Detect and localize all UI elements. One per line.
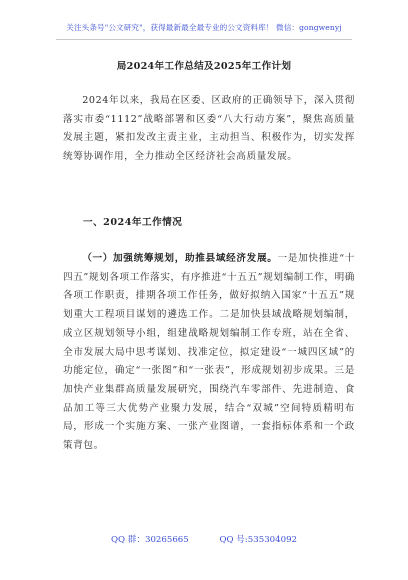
section-heading-1: 一、2024年工作情况 [83,217,183,228]
header-divider [56,39,352,40]
footer-qq-number: QQ 号:535304092 [219,535,298,545]
paragraph-lead: （一）加强统筹规划，助推县域经济发展。 [82,253,278,264]
paragraph-body: 一是加快推进“十四五”规划各项工作落实，有序推进“十五五”规划编制工作，明确各项工作职责，排期各项工作任务，做好拟纳入国家“十五五”规划重大工程项目谋划的遴选工作。二是加快县域战略规划编制，成立区规划领导小组，组建战略规划编制工作专班，站在全省、全市发展大局中思考谋划、找准定位，拟定建设“一城四区域”的功能定位，确定“一张图”和“一张表”，形成规划初步成果。三是加快产业集群高质量发展研究，围绕汽车零部件、先进制造、食品加工等三大优势产业聚力发展，结合“双城”空间特质精明布局，形成一个实施方案、一张产业图谱，一套指标体系和一个政策背包。 [63,253,355,452]
document-title: 局2024年工作总结及2025年工作计划 [116,61,292,72]
header-banner: 关注头条号"公文研究"，获得最新最全最专业的公文资料库！ 微信：gongwenyj [66,23,342,32]
footer-contacts [0,533,408,545]
body-paragraph-1 [63,250,355,456]
footer-qq-group: QQ 群：30265665 [110,535,189,545]
intro-paragraph: 2024年以来，我局在区委、区政府的正确领导下，深入贯彻落实市委“1112”战略部署和区委“八大行动方案”，聚焦高质量发展主题，紧扣发改主责主业，主动担当、积极作为，切实发挥统筹协调作用，全力推动全区经济社会高质量发展。 [63,95,355,163]
